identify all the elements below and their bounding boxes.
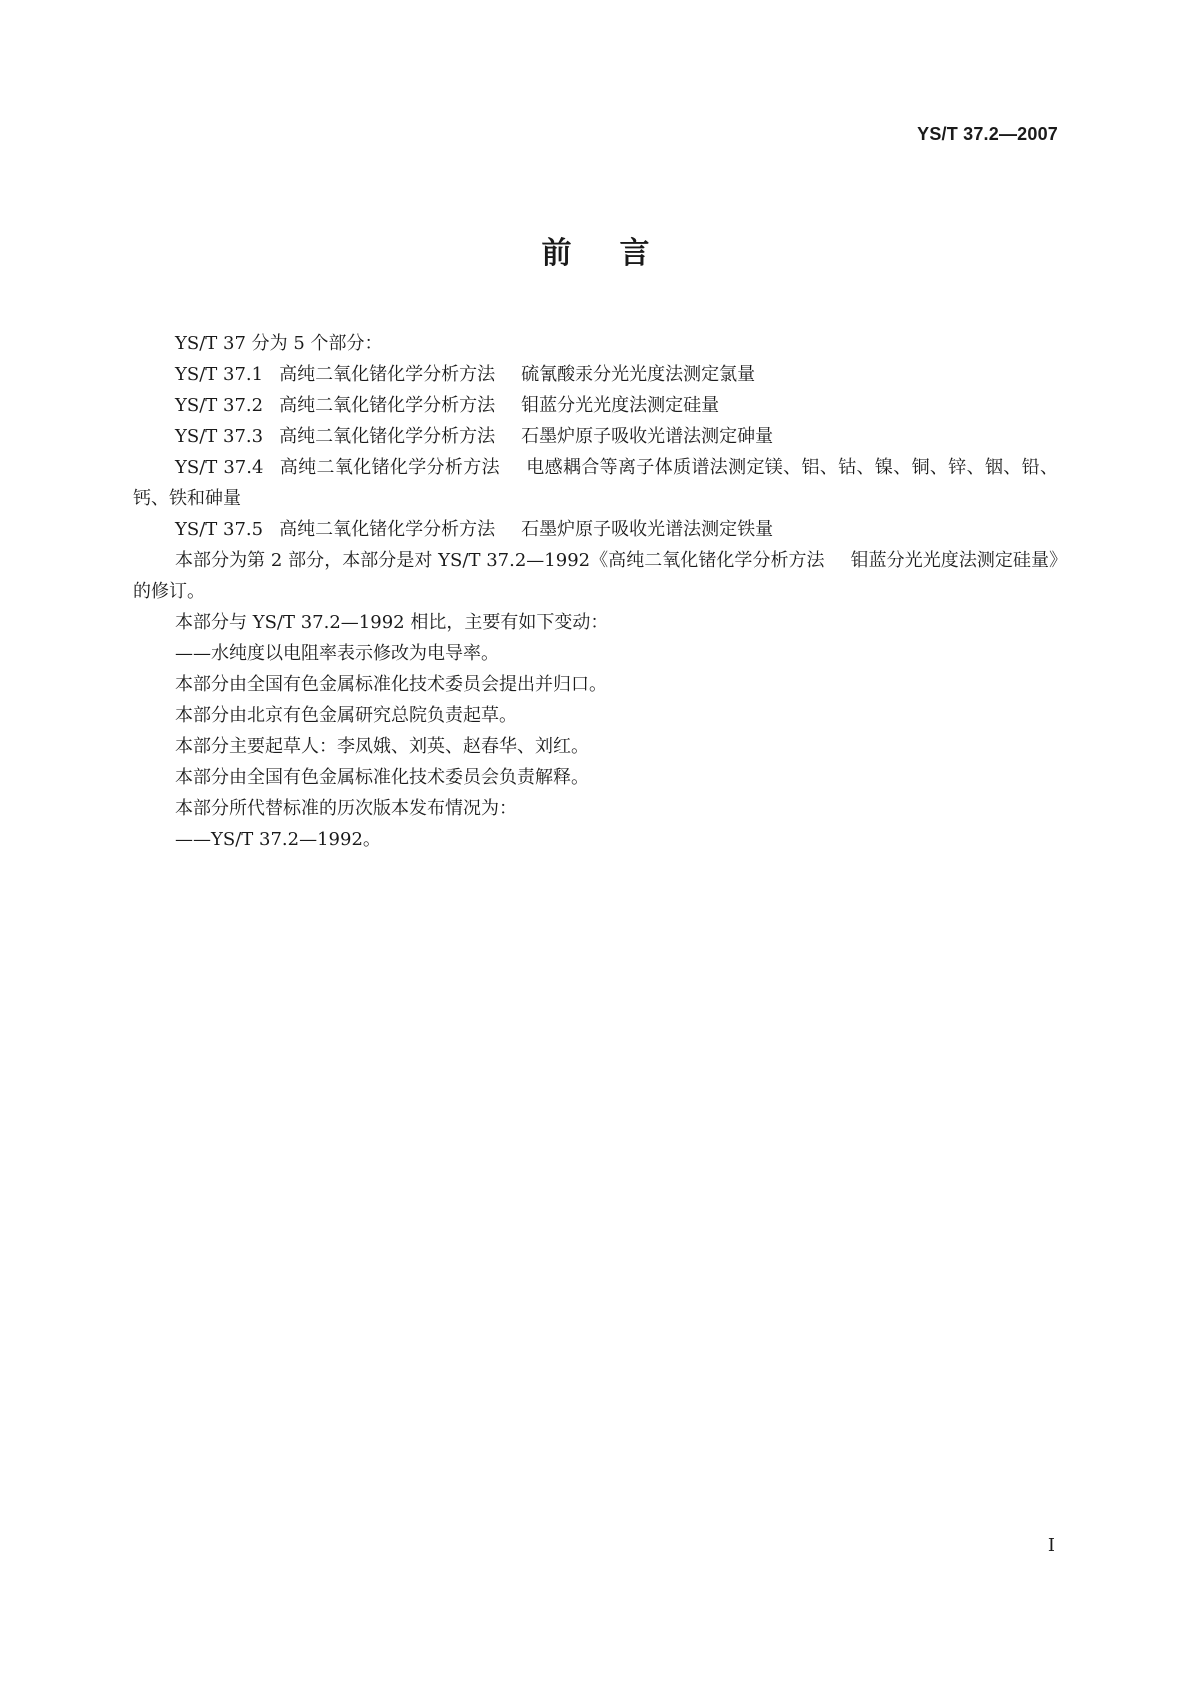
page-number: I (1047, 1535, 1055, 1556)
drafters-statement: 本部分主要起草人：李凤娥、刘英、赵春华、刘红。 (175, 736, 589, 757)
part-method: 钼蓝分光光度法测定硅量 (521, 395, 720, 416)
change-item: ——水纯度以电阻率表示修改为电导率。 (175, 643, 499, 664)
part-subject: 高纯二氧化锗化学分析方法 (279, 457, 500, 478)
part-method: 硫氰酸汞分光光度法测定氯量 (521, 364, 756, 385)
part-method: 石墨炉原子吸收光谱法测定砷量 (521, 426, 774, 447)
revision-statement (133, 545, 1058, 607)
part-subject: 高纯二氧化锗化学分析方法 (279, 364, 496, 385)
interpretation-statement: 本部分由全国有色金属标准化技术委员会负责解释。 (175, 767, 589, 788)
history-item: ——YS/T 37.2—1992。 (175, 829, 381, 850)
part-item (133, 359, 1058, 390)
part-item (133, 421, 1058, 452)
parts-intro: YS/T 37 分为 5 个部分： (175, 333, 383, 354)
history-intro: 本部分所代替标准的历次版本发布情况为： (175, 798, 517, 819)
part-item (133, 452, 1058, 514)
part-item (133, 514, 1058, 545)
part-method: 石墨炉原子吸收光谱法测定铁量 (521, 519, 774, 540)
revision-text-b: 钼蓝分光光度法测定硅量》的修订。 (133, 550, 1058, 602)
part-code: YS/T 37.5 (175, 519, 264, 540)
part-code: YS/T 37.3 (175, 426, 264, 447)
part-code: YS/T 37.4 (175, 457, 264, 478)
part-code: YS/T 37.1 (175, 364, 264, 385)
drafted-statement: 本部分由北京有色金属研究总院负责起草。 (175, 705, 517, 726)
header-standard-code: YS/T 37.2—2007 (917, 124, 1058, 144)
part-item (133, 390, 1058, 421)
revision-text-a: 本部分为第 2 部分，本部分是对 YS/T 37.2—1992《高纯二氧化锗化学分析方法 (175, 550, 825, 571)
changes-intro: 本部分与 YS/T 37.2—1992 相比，主要有如下变动： (175, 612, 609, 633)
proposed-statement: 本部分由全国有色金属标准化技术委员会提出并归口。 (175, 674, 607, 695)
page-title: 前言 (541, 236, 698, 271)
part-code: YS/T 37.2 (175, 395, 264, 416)
part-subject: 高纯二氧化锗化学分析方法 (279, 519, 496, 540)
foreword-content (133, 328, 1058, 855)
part-method: 电感耦合等离子体质谱法测定镁、铝、钴、镍、铜、锌、铟、铅、钙、铁和砷量 (133, 457, 1059, 509)
part-subject: 高纯二氧化锗化学分析方法 (279, 395, 496, 416)
part-subject: 高纯二氧化锗化学分析方法 (279, 426, 496, 447)
